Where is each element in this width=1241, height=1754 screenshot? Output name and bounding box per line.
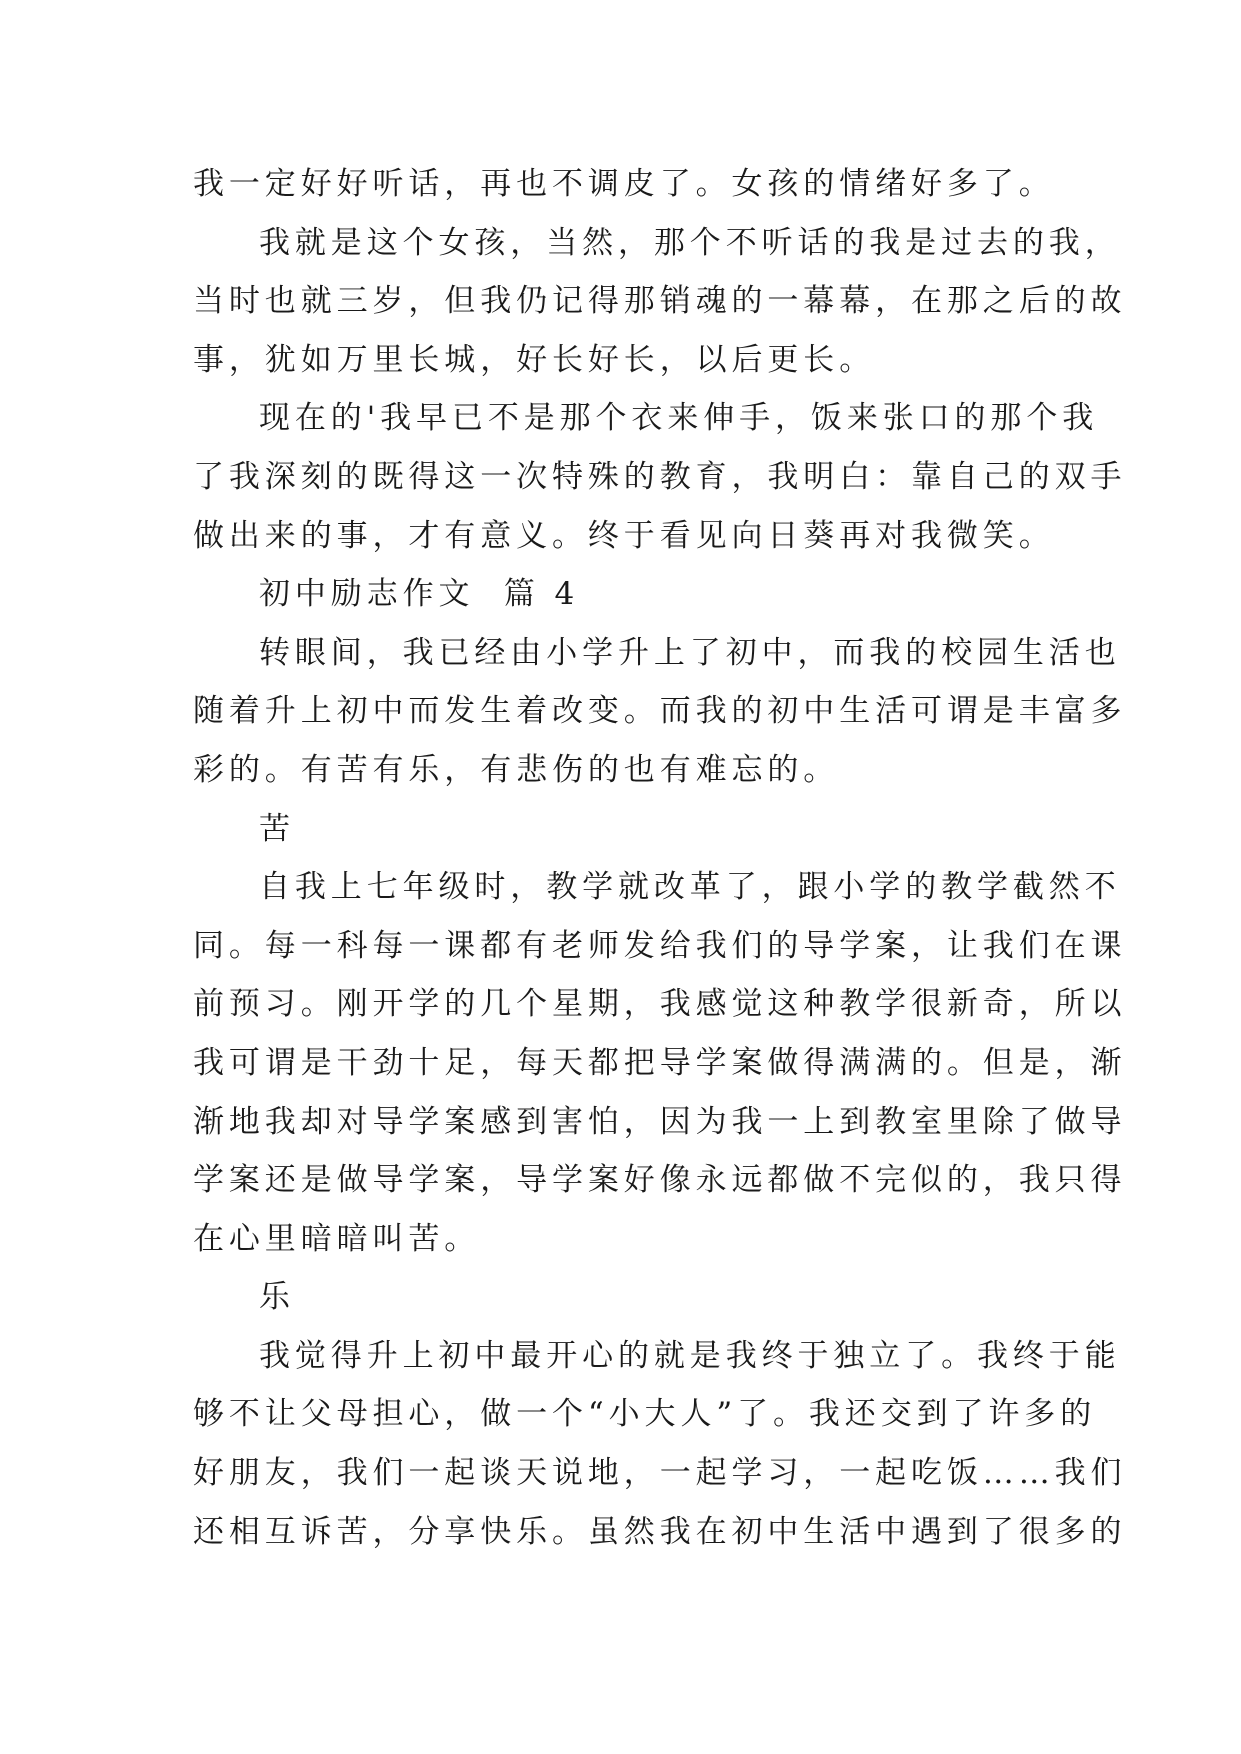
text-line: 我就是这个女孩，当然，那个不听话的我是过去的我， (259, 224, 1121, 261)
text-line: 做出来的事，才有意义。终于看见向日葵再对我微笑。 (193, 517, 1055, 554)
text-line: 还相互诉苦，分享快乐。虽然我在初中生活中遇到了很多的 (193, 1513, 1127, 1550)
paragraph-1 (193, 155, 1055, 214)
text-line: 我觉得升上初中最开心的就是我终于独立了。我终于能 (259, 1337, 1121, 1374)
text-line: 前预习。刚开学的几个星期，我感觉这种教学很新奇，所以 (193, 986, 1127, 1023)
text-line: 事，犹如万里长城，好长好长，以后更长。 (193, 341, 876, 378)
text-line: 当时也就三岁，但我仍记得那销魂的一幕幕，在那之后的故 (193, 283, 1127, 320)
paragraph-9 (193, 1327, 1127, 1561)
subheading-line: 乐 (259, 1279, 295, 1316)
text-line: 学案还是做导学案，导学案好像永远都做不完似的，我只得 (193, 1162, 1127, 1199)
heading-line: 初中励志作文 篇 4 (259, 576, 580, 613)
text-line: 转眼间，我已经由小学升上了初中，而我的校园生活也 (259, 634, 1121, 671)
text-line: 我一定好好听话，再也不调皮了。女孩的情绪好多了。 (193, 166, 1055, 202)
essay-body (193, 155, 1127, 1561)
subheading-line: 苦 (259, 810, 295, 847)
section-heading (193, 565, 1055, 624)
subheading-joy (193, 1268, 1055, 1327)
subheading-bitter (193, 800, 1055, 859)
text-line: 渐地我却对导学案感到害怕，因为我一上到教室里除了做导 (193, 1103, 1127, 1140)
paragraph-3 (193, 389, 1127, 565)
text-line: 我可谓是干劲十足，每天都把导学案做得满满的。但是，渐 (193, 1044, 1127, 1081)
text-line: 了我深刻的既得这一次特殊的教育，我明白：靠自己的双手 (193, 458, 1127, 495)
text-line: 够不让父母担心，做一个“小大人”了。我还交到了许多的 (193, 1396, 1097, 1433)
text-line: 自我上七年级时，教学就改革了，跟小学的教学截然不 (259, 869, 1121, 906)
text-line: 同。每一科每一课都有老师发给我们的导学案，让我们在课 (193, 927, 1127, 964)
text-line: 随着升上初中而发生着改变。而我的初中生活可谓是丰富多 (193, 693, 1127, 730)
text-line: 在心里暗暗叫苦。 (193, 1220, 481, 1257)
paragraph-2 (193, 214, 1127, 390)
paragraph-5 (193, 624, 1127, 800)
paragraph-7 (193, 858, 1127, 1268)
text-line: 好朋友，我们一起谈天说地，一起学习，一起吃饭……我们 (193, 1455, 1127, 1492)
text-line: 现在的'我早已不是那个衣来伸手，饭来张口的那个我 (259, 400, 1099, 437)
text-line: 彩的。有苦有乐，有悲伤的也有难忘的。 (193, 751, 840, 788)
